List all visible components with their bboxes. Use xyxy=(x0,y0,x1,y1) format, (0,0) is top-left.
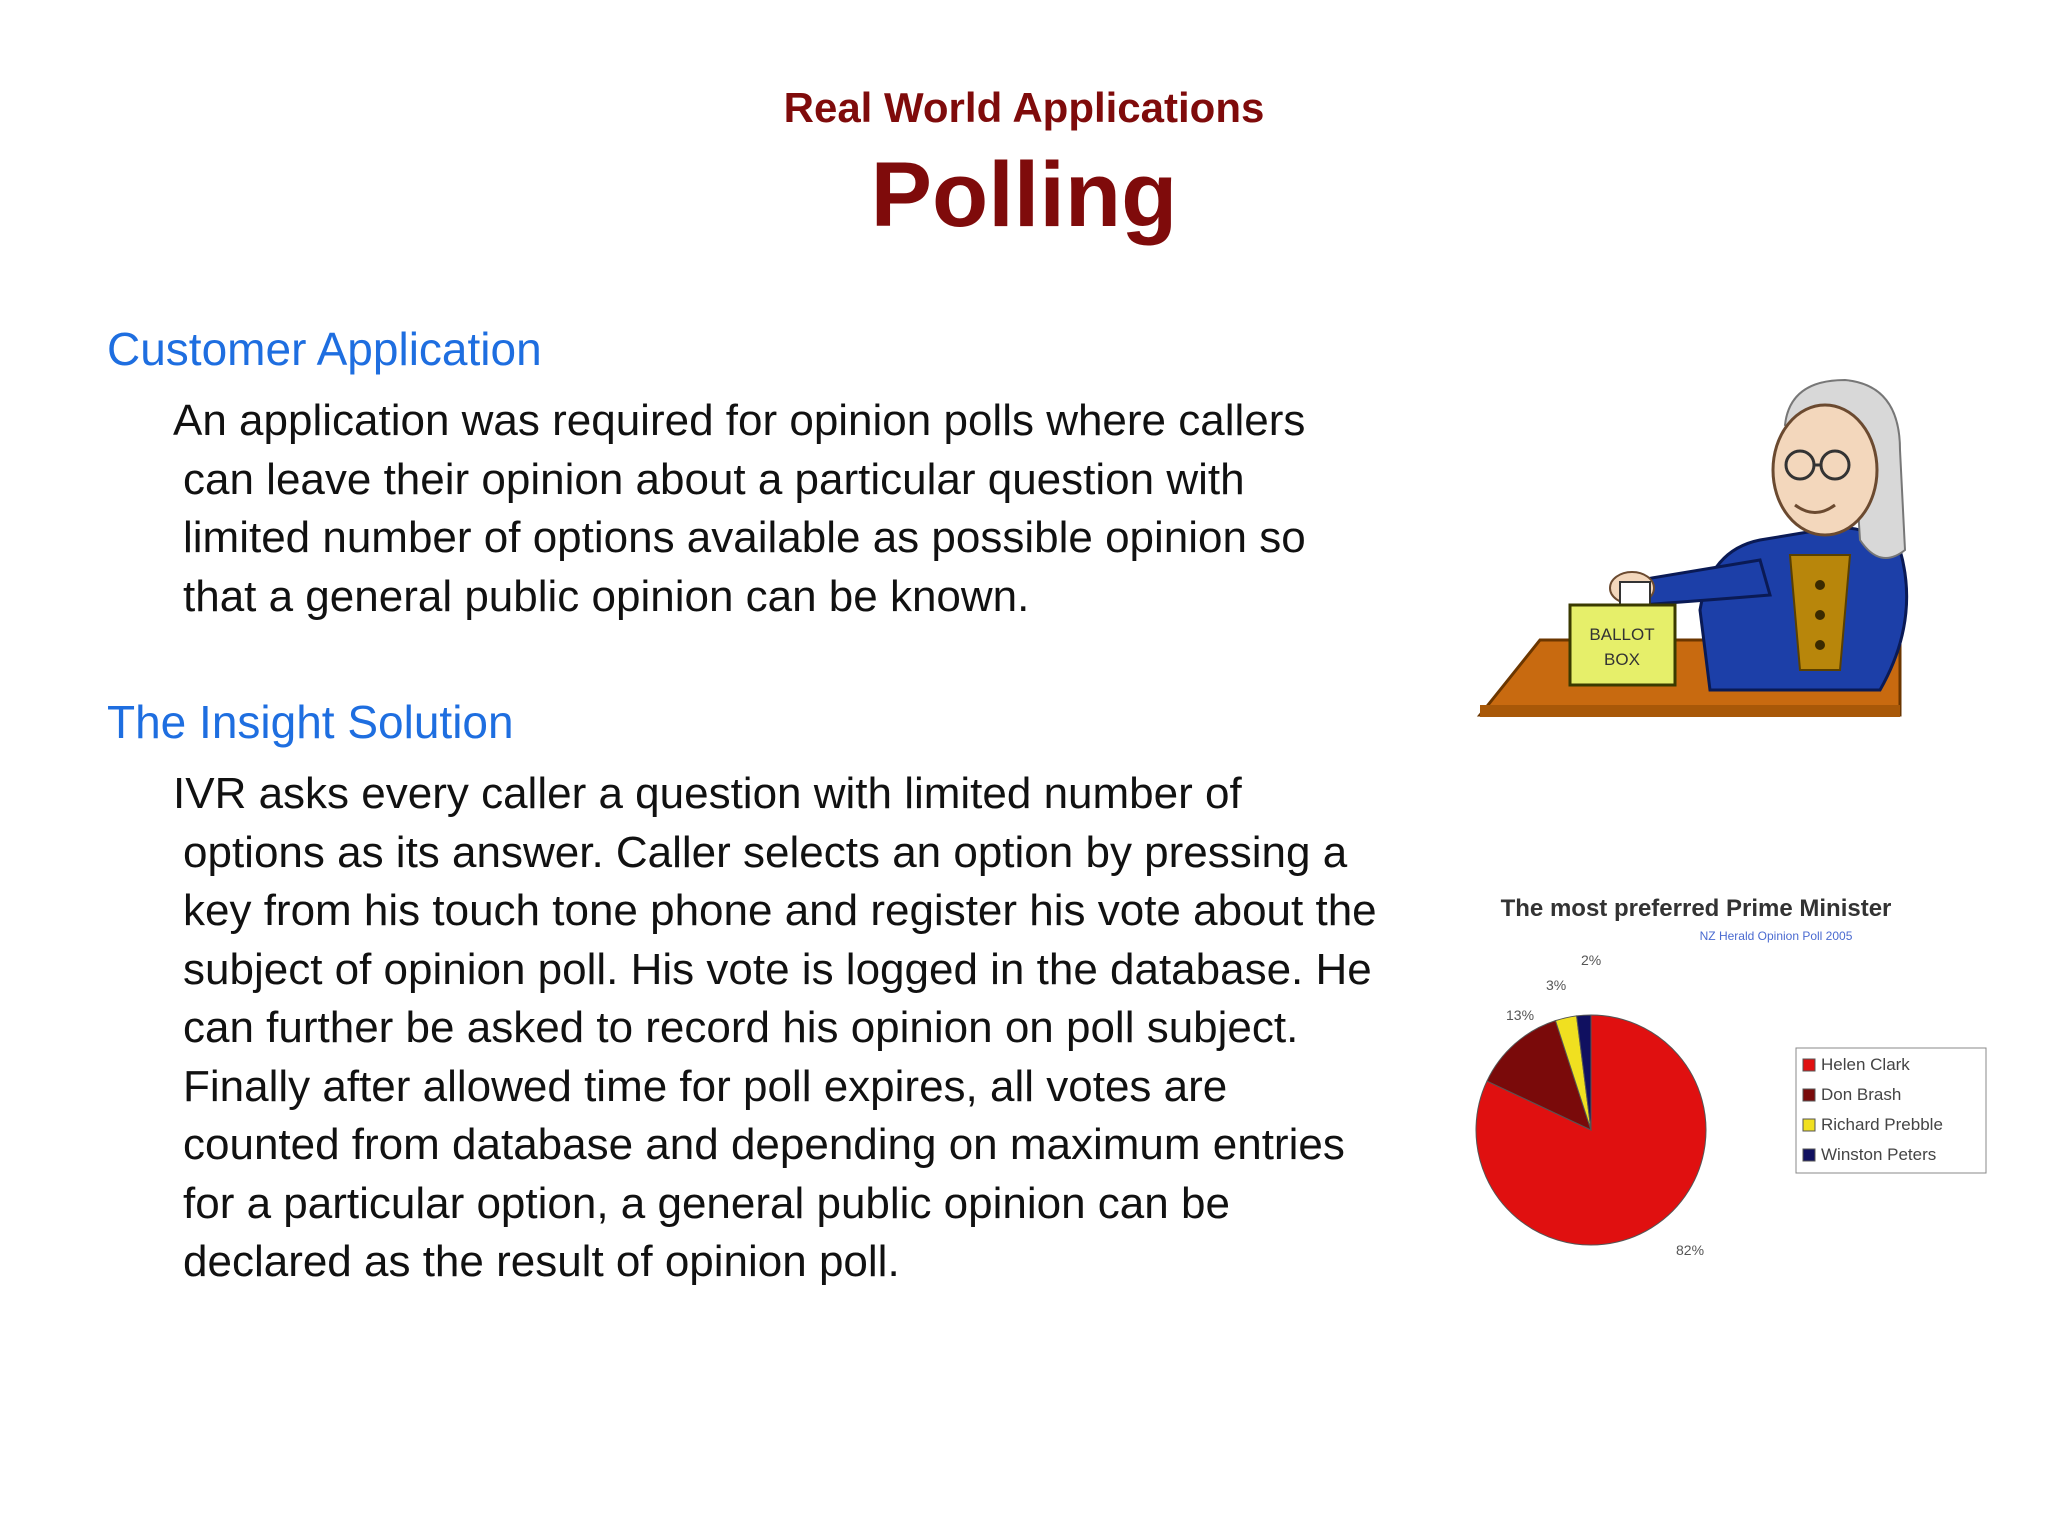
legend-label: Winston Peters xyxy=(1821,1145,1937,1164)
legend-label: Helen Clark xyxy=(1821,1055,1910,1074)
pie-slice-label: 2% xyxy=(1581,952,1602,968)
pie-slice-label: 3% xyxy=(1546,977,1567,993)
vest-button xyxy=(1815,640,1825,650)
slide-title: Polling xyxy=(870,144,1178,246)
ballot-box-label: BALLOT xyxy=(1589,625,1655,644)
vest-button xyxy=(1815,580,1825,590)
vest-button xyxy=(1815,610,1825,620)
slide-subtitle: Real World Applications xyxy=(783,84,1265,131)
pie-slices xyxy=(1476,1015,1706,1245)
ballot-box-illustration xyxy=(1460,370,1940,730)
chart-title: The most preferred Prime Minister xyxy=(1500,895,1892,922)
table-edge xyxy=(1480,705,1900,717)
legend-swatch xyxy=(1803,1089,1815,1101)
insight-solution-text: IVR asks every caller a question with limited number of options as its answer. Caller selects an option by pressing a key from his touch tone phone and register his vote about the subject of opinion poll. His vote is logged in the database. He can further be asked to record his opinion on poll subject. Finally after allowed time for poll expires, all votes are counted from database and depending on maximum entries for a particular option, a general public opinion can be declared as the result of opinion poll. xyxy=(173,769,1377,1286)
legend-swatch xyxy=(1803,1059,1815,1071)
customer-application-text: An application was required for opinion polls where callers can leave their opinion about a particular question with limited number of options available as possible opinion so that a general public opinion can be known. xyxy=(173,396,1306,621)
ballot-box xyxy=(1570,605,1675,685)
legend-swatch xyxy=(1803,1149,1815,1161)
pie-chart xyxy=(1436,880,1996,1310)
pie-slice-label: 82% xyxy=(1676,1242,1705,1258)
legend-label: Don Brash xyxy=(1821,1085,1902,1104)
legend-swatch xyxy=(1803,1119,1815,1131)
chart-subtitle: NZ Herald Opinion Poll 2005 xyxy=(1699,929,1853,943)
customer-application-heading: Customer Application xyxy=(107,323,542,375)
insight-solution-heading: The Insight Solution xyxy=(107,696,514,748)
pie-slice-label: 13% xyxy=(1506,1007,1535,1023)
legend-label: Richard Prebble xyxy=(1821,1115,1943,1134)
ballot-box-label: BOX xyxy=(1604,650,1640,669)
head xyxy=(1773,405,1877,535)
chart-legend xyxy=(1796,1048,1986,1173)
